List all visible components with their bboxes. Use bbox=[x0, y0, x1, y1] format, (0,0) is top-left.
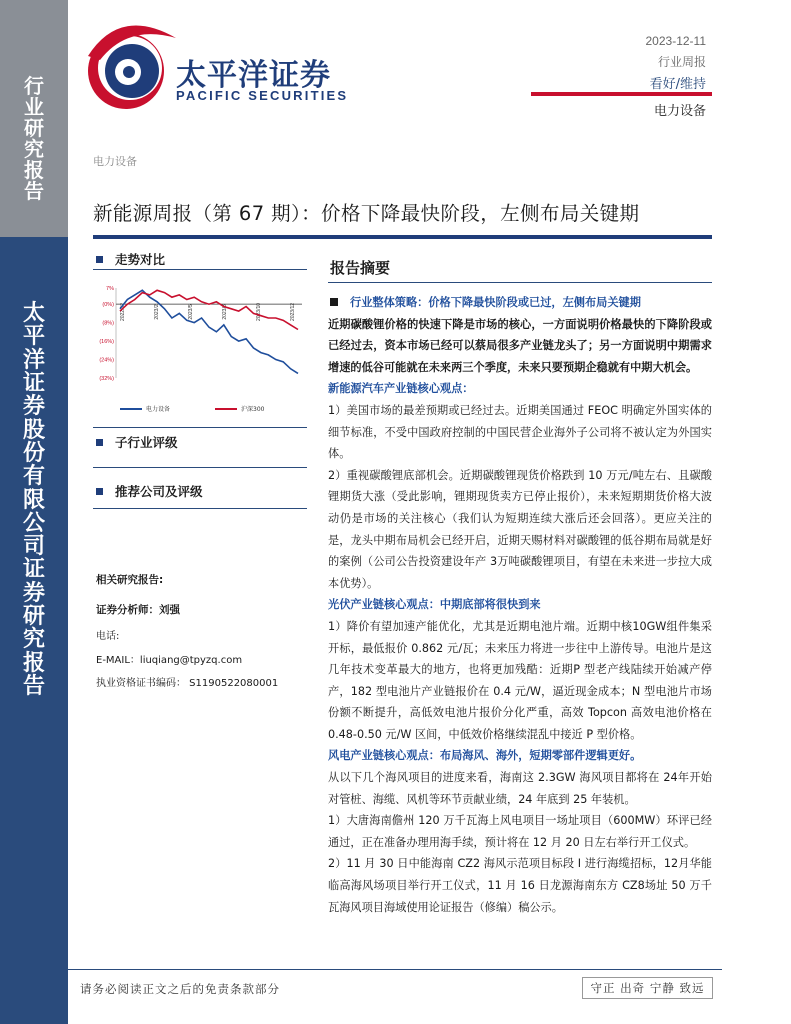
ev-paragraph-1: 1）美国市场的最差预期或已经过去。近期美国通过 FEOC 明确定外国实体的细节标准，不受中国政府控制的中国民营企业海外子公司将不被认定为外国实体。 bbox=[328, 403, 712, 461]
logo-english-name: PACIFIC SECURITIES bbox=[176, 88, 349, 103]
side-bottom-char: 平 bbox=[22, 324, 45, 350]
ev-paragraph-2: 2）重视碳酸锂底部机会。近期碳酸锂现货价格跌到 10 万元/吨左右、且碳酸锂期货大涨（受此影响，锂期现货卖方已停止报价），未来短期期货价格大波动仍是市场的关注核心（我们认为短期连续大涨后还会回落）。更应关注的是，龙头中期布局机会已经开启，近期天赐材料对碳酸锂的低谷期布局就是好的案例（公司公告投资建设年产 3万吨碳酸锂项目，有望在未来进一步拉大成本优势）。 bbox=[328, 468, 712, 590]
recommend-section-heading: 推荐公司及评级 bbox=[96, 482, 203, 500]
recommend-divider bbox=[93, 508, 307, 509]
side-bottom-char: 报 bbox=[22, 650, 45, 676]
x-tick-label: 2023/12 bbox=[290, 302, 296, 322]
x-tick-label: 2023/10 bbox=[256, 302, 262, 322]
square-bullet-icon bbox=[96, 488, 103, 495]
side-top-char: 究 bbox=[24, 137, 44, 161]
wind-paragraph-2: 1）大唐海南儋州 120 万千瓦海上风电项目一场址项目（600MW）环评已经通过，正在准备办理用海手续，预计将在 12 月 20 日左右举行开工仪式。 bbox=[328, 814, 712, 849]
side-bottom-char: 公 bbox=[22, 510, 45, 536]
side-top-char: 行 bbox=[24, 74, 44, 98]
footer-motto: 守正 出奇 宁静 致远 bbox=[582, 977, 713, 999]
y-tick-label: (16%) bbox=[99, 339, 114, 346]
side-bottom-char: 券 bbox=[22, 580, 45, 606]
trend-divider bbox=[93, 269, 307, 270]
analyst-email: E-MAIL：liuqiang@tpyzq.com bbox=[96, 655, 243, 666]
side-top-char: 告 bbox=[24, 179, 44, 203]
side-bottom-char: 司 bbox=[22, 534, 45, 560]
series-line bbox=[120, 290, 298, 329]
side-bottom-char: 洋 bbox=[22, 347, 45, 373]
side-bottom-char: 究 bbox=[22, 627, 45, 653]
side-bottom-char: 太 bbox=[22, 301, 45, 326]
industry-name: 电力设备 bbox=[653, 104, 706, 119]
industry-rating: 看好/维持 bbox=[649, 77, 706, 92]
subsector-divider bbox=[93, 467, 307, 468]
side-top-char: 业 bbox=[24, 95, 44, 119]
y-tick-label: (24%) bbox=[99, 357, 114, 364]
square-bullet-icon bbox=[330, 298, 338, 306]
wind-paragraph-1: 从以下几个海风项目的进度来看，海南这 2.3GW 海风项目都将在 24年开始对管桩、海缆、风机等环节贡献业绩，24 年底到 25 年装机。 bbox=[328, 771, 712, 806]
analyst-phone: 电话: bbox=[96, 631, 120, 642]
series-line bbox=[120, 290, 298, 373]
y-tick-label: (8%) bbox=[102, 320, 114, 327]
side-bottom-char: 股 bbox=[22, 417, 45, 443]
y-tick-label: 7% bbox=[106, 286, 114, 292]
subsector-section-heading: 子行业评级 bbox=[96, 433, 178, 451]
x-tick-label: 2023/2 bbox=[154, 304, 160, 320]
pv-paragraph-1: 1）降价有望加速产能优化，尤其是近期电池片端。近期中核10GW组件集采开标，最低报价 0.862 元/瓦；未来压力将进一步往中上游传导。电池片是这几年技术变革最大的地方，也将更加残酷：近期P 型老产线陆续开始减产停产，182 型电池片产业链报价在 0.4 元/W，逼近现金成本；N 型电池片市场份额不断提升，高低效电池片报价分化严重，高效 Topcon 高效电池价格在 0.48-0.50 元/W 区间，中低效价格继续混乱中接近 P 型价格。 bbox=[328, 619, 712, 741]
square-bullet-icon bbox=[96, 256, 103, 263]
summary-heading: 报告摘要 bbox=[330, 259, 391, 277]
side-bottom-char: 有 bbox=[22, 464, 45, 490]
report-date: 2023-12-11 bbox=[645, 34, 706, 48]
y-tick-label: (32%) bbox=[99, 376, 114, 382]
x-tick-label: 2023/5 bbox=[188, 304, 194, 320]
analyst-license: 执业资格证书编码： S1190522080001 bbox=[96, 678, 279, 689]
strategy-heading: 行业整体策略：价格下降最快阶段或已过，左侧布局关键期 bbox=[328, 292, 712, 314]
analyst-name: 证券分析师：刘强 bbox=[96, 604, 180, 616]
side-top-char: 报 bbox=[24, 158, 44, 182]
legend-label: 沪深300 bbox=[241, 406, 265, 413]
ev-heading: 新能源汽车产业链核心观点： bbox=[328, 382, 474, 396]
legend-label: 电力设备 bbox=[146, 406, 171, 413]
report-type: 行业周报 bbox=[657, 55, 706, 69]
header-accent-line bbox=[531, 92, 712, 96]
related-reports-label: 相关研究报告: bbox=[96, 574, 164, 586]
chart-bottom-divider bbox=[93, 427, 307, 428]
side-bottom-char: 研 bbox=[22, 604, 45, 630]
side-bottom-char: 证 bbox=[22, 370, 45, 396]
square-bullet-icon bbox=[96, 439, 103, 446]
y-tick-label: (0%) bbox=[102, 302, 114, 309]
side-bottom-char: 份 bbox=[22, 440, 45, 466]
title-divider bbox=[93, 235, 712, 239]
trend-comparison-chart bbox=[92, 282, 307, 417]
side-bottom-char: 券 bbox=[22, 394, 45, 420]
logo-chinese-name: 太平洋证券 bbox=[176, 58, 331, 93]
side-text-report-type bbox=[0, 76, 68, 202]
wind-heading: 风电产业链核心观点：布局海风、海外，短期零部件逻辑更好。 bbox=[328, 749, 642, 763]
side-bottom-char: 证 bbox=[22, 557, 45, 583]
side-bottom-char: 限 bbox=[22, 487, 45, 513]
strategy-text: 近期碳酸锂价格的快速下降是市场的核心，一方面说明价格最快的下降阶段或已经过去，资本市场已经可以蔡局很多产业链龙头了；另一方面说明中期需求增速的低谷可能就在未来两三个季度，未来只要预期企稳就有中期大机会。 bbox=[328, 317, 712, 374]
side-text-company bbox=[0, 302, 68, 698]
footer-disclaimer: 请务必阅读正文之后的免责条款部分 bbox=[80, 982, 280, 996]
pv-heading: 光伏产业链核心观点：中期底部将很快到来 bbox=[328, 598, 541, 612]
page-title: 新能源周报（第 67 期）：价格下降最快阶段，左侧布局关键期 bbox=[93, 202, 640, 225]
trend-section-heading: 走势对比 bbox=[96, 250, 165, 268]
wind-paragraph-3: 2）11 月 30 日中能海南 CZ2 海风示范项目标段 I 进行海缆招标，12月华能临高海风场项目举行开工仪式，11 月 16 日龙源海南东方 CZ8场址 50 万千瓦海风项目海域使用论证报告（修编）稿公示。 bbox=[328, 857, 712, 914]
footer-divider bbox=[68, 969, 722, 970]
x-tick-label: 2023/8 bbox=[222, 304, 228, 320]
summary-divider bbox=[328, 282, 712, 283]
side-bottom-char: 告 bbox=[22, 674, 45, 699]
x-tick-label: 2022/12 bbox=[120, 302, 126, 322]
summary-body bbox=[328, 292, 712, 918]
side-top-char: 研 bbox=[24, 116, 44, 140]
category-label: 电力设备 bbox=[93, 155, 137, 168]
